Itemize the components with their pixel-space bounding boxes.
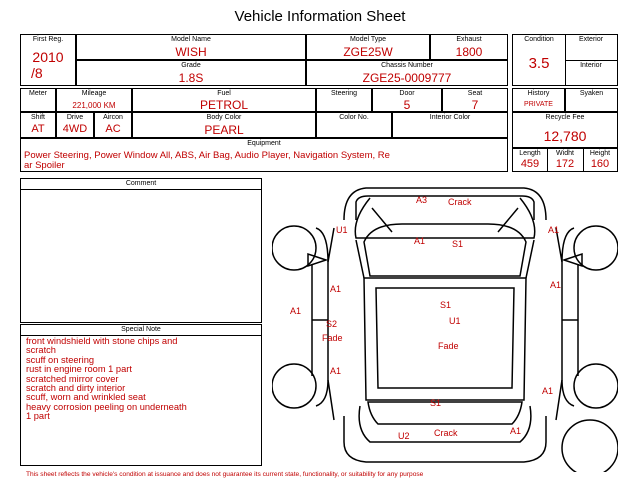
mileage-cell	[56, 88, 132, 112]
meter-cell	[20, 88, 56, 112]
history-label: History	[527, 90, 550, 97]
special-note-line: rust in engine room 1 part	[26, 364, 132, 375]
model-type-value: ZGE25W	[343, 45, 393, 59]
seat-cell	[442, 88, 508, 112]
model-name-cell	[76, 34, 306, 60]
model-name-value: WISH	[175, 45, 207, 59]
damage-mark-a1-left-side: A1	[290, 306, 302, 316]
special-note-list	[26, 337, 187, 422]
first-reg-label: First Reg.	[32, 36, 64, 43]
damage-mark-u1-roof: U1	[449, 316, 461, 326]
shift-label: Shift	[30, 114, 45, 121]
model-name-label: Model Name	[171, 36, 211, 43]
shift-value: AT	[31, 123, 45, 135]
damage-mark-s1-windshield: S1	[452, 239, 464, 249]
recycle-fee-label: Recycle Fee	[545, 114, 585, 121]
exterior-label: Exterior	[578, 36, 604, 43]
recycle-fee-cell	[512, 112, 618, 148]
door-value: 5	[403, 98, 411, 112]
exhaust-value: 1800	[455, 45, 483, 59]
condition-block	[512, 34, 618, 86]
special-note-line: front windshield with stone chips and	[26, 336, 178, 346]
equipment-line-1: Power Steering, Power Window All, ABS, Air Bag, Audio Player, Navigation System, Re	[24, 150, 390, 161]
special-note-line: 1 part	[26, 411, 50, 422]
drive-cell	[56, 112, 94, 138]
wheel-rear-right	[574, 364, 618, 408]
mileage-value: 221,000 KM	[72, 101, 116, 110]
wheel-front-right	[574, 226, 618, 270]
damage-mark-s2-left: S2	[326, 319, 338, 329]
length-value: 459	[520, 158, 540, 170]
height-value: 160	[590, 158, 610, 170]
exhaust-cell	[430, 34, 508, 60]
steering-label: Steering	[330, 90, 358, 97]
special-note-line: scuff, worn and wrinkled seat	[26, 392, 146, 403]
color-no-label: Color No.	[339, 114, 369, 121]
aircon-label: Aircon	[103, 114, 123, 121]
damage-mark-a1-windshield: A1	[414, 236, 426, 246]
chassis-cell	[306, 60, 508, 86]
damage-mark-fade-roof: Fade	[438, 341, 459, 351]
aircon-value: AC	[105, 123, 121, 135]
exhaust-label: Exhaust	[456, 36, 482, 43]
first-reg-month: /8	[31, 65, 43, 81]
grade-value: 1.8S	[178, 71, 204, 85]
meter-label: Meter	[29, 90, 47, 97]
damage-mark-crack-rear: Crack	[434, 428, 458, 438]
damage-mark-s1-rear: S1	[430, 398, 442, 408]
condition-value: 3.5	[528, 55, 550, 72]
dimensions-block	[512, 148, 618, 172]
damage-mark-a1-left-rear: A1	[330, 366, 342, 376]
special-note-line: scratch	[26, 345, 56, 356]
left-mirror	[308, 254, 326, 266]
seat-label: Seat	[467, 90, 483, 97]
first-reg-year: 2010	[32, 49, 64, 65]
model-type-cell	[306, 34, 430, 60]
history-cell	[512, 88, 565, 112]
damage-mark-s1-roof: S1	[440, 300, 452, 310]
drive-label: Drive	[66, 114, 84, 121]
first-reg-cell	[20, 34, 76, 86]
special-note-line: scuff on steering	[26, 354, 95, 365]
body-color-cell	[132, 112, 316, 138]
shift-cell	[20, 112, 56, 138]
fuel-value: PETROL	[199, 98, 248, 112]
special-note-box	[20, 324, 262, 466]
roof-outline	[364, 278, 526, 400]
seat-value: 7	[471, 98, 479, 112]
comment-box	[20, 178, 262, 323]
hood-crease	[372, 208, 518, 232]
disclaimer: This sheet reflects the vehicle's condition at issuance and does not guarantee its current state, functionality, or suitability for any purpose	[26, 471, 424, 478]
body-color-value: PEARL	[204, 123, 244, 137]
front-bumper-inner	[356, 196, 534, 220]
body-color-label: Body Color	[206, 114, 242, 121]
rear-bumper	[344, 416, 546, 462]
damage-mark-a1-right-rear: A1	[542, 386, 554, 396]
interior-color-label: Interior Color	[429, 114, 471, 121]
recycle-fee-value: 12,780	[543, 128, 587, 144]
model-type-label: Model Type	[349, 36, 387, 43]
equipment-line-2: ar Spoiler	[24, 160, 65, 171]
wheel-front-left	[272, 226, 316, 270]
syaken-cell	[565, 88, 618, 112]
chassis-label: Chassis Number	[381, 62, 433, 69]
interior-label: Interior	[580, 62, 602, 69]
aircon-cell	[94, 112, 132, 138]
front-bumper	[344, 188, 546, 220]
door-label: Door	[399, 90, 415, 97]
damage-mark-a1-rear-bumper: A1	[510, 426, 522, 436]
right-mirror	[564, 254, 582, 266]
right-side-body	[556, 228, 562, 420]
page-title: Vehicle Information Sheet	[234, 8, 406, 25]
spare-wheel	[562, 420, 618, 472]
history-value: PRIVATE	[524, 101, 553, 108]
door-cell	[372, 88, 442, 112]
a-pillar-right	[526, 240, 534, 278]
mileage-label: Mileage	[81, 90, 107, 97]
width-label: Widht	[556, 150, 574, 157]
hood-outline	[355, 198, 534, 238]
condition-label: Condition	[524, 36, 554, 43]
damage-mark-a1-left-front: A1	[330, 284, 342, 294]
height-label: Height	[589, 150, 611, 157]
grade-cell	[76, 60, 306, 86]
interior-color-cell	[392, 112, 508, 138]
drive-value: 4WD	[62, 123, 88, 135]
damage-mark-a1-right-top: A1	[548, 225, 560, 235]
damage-mark-fade-left: Fade	[322, 333, 343, 343]
damage-mark-a3: A3	[416, 195, 428, 205]
color-no-cell	[316, 112, 392, 138]
fuel-cell	[132, 88, 316, 112]
grade-label: Grade	[181, 62, 201, 69]
length-label: Length	[519, 150, 541, 157]
rear-glass	[368, 402, 522, 424]
equipment-label: Equipment	[247, 140, 281, 147]
special-note-line: heavy corrosion peeling on underneath	[26, 401, 187, 412]
a-pillar-left	[356, 240, 364, 278]
equipment-cell	[20, 138, 508, 172]
fender-rear-left	[316, 380, 328, 406]
special-note-line: scratched mirror cover	[26, 373, 119, 384]
damage-mark-u2-rear: U2	[398, 431, 410, 441]
special-note-label: Special Note	[121, 326, 161, 333]
windshield-outline	[364, 224, 526, 276]
comment-label: Comment	[125, 180, 157, 187]
special-note-line: scratch and dirty interior	[26, 383, 126, 394]
damage-mark-u1-left: U1	[336, 225, 348, 235]
damage-mark-crack-front: Crack	[448, 197, 472, 207]
fender-rear-right	[562, 380, 574, 406]
wheel-rear-left	[272, 364, 316, 408]
steering-cell	[316, 88, 372, 112]
width-value: 172	[555, 158, 575, 170]
fuel-label: Fuel	[217, 90, 231, 97]
syaken-label: Syaken	[579, 90, 604, 97]
damage-mark-a1-right-front: A1	[550, 280, 562, 290]
chassis-value: ZGE25-0009777	[362, 71, 452, 85]
